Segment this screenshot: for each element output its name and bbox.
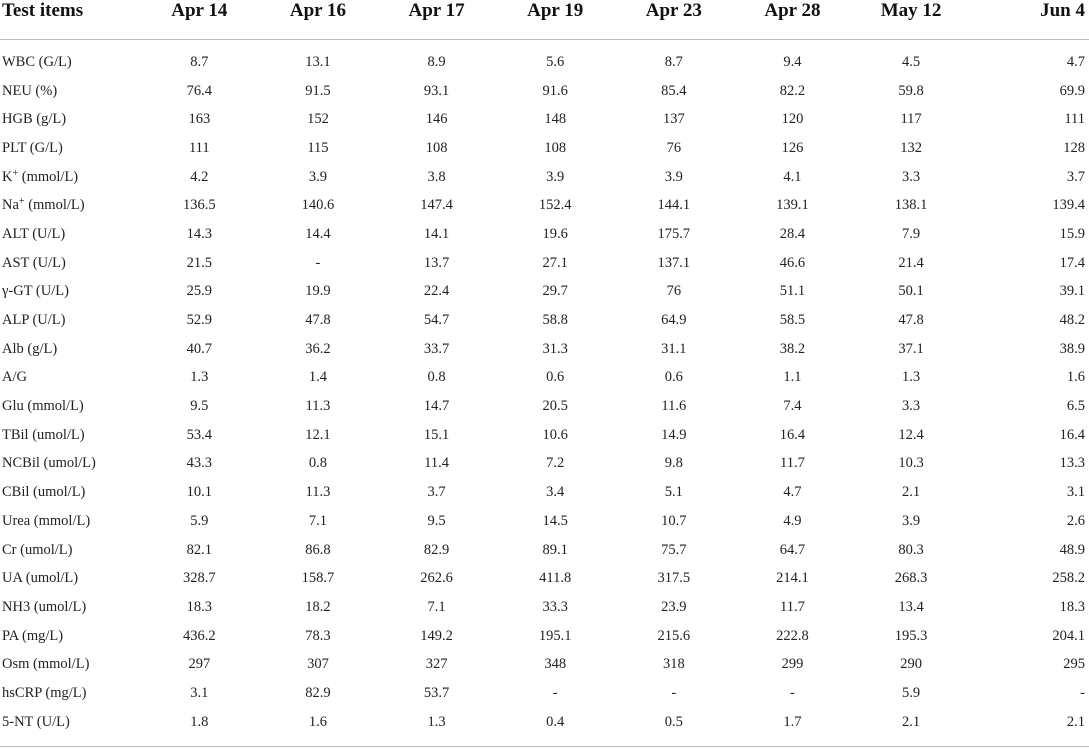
table-cell: 59.8 — [898, 82, 924, 99]
table-cell: 8.7 — [190, 53, 209, 70]
row-label — [0, 450, 140, 479]
table-cell: 31.1 — [661, 340, 687, 357]
table-cell: 14.5 — [542, 512, 568, 529]
row-label — [0, 392, 140, 421]
header-row — [0, 0, 1089, 40]
table-cell: 136.5 — [183, 197, 216, 214]
table-cell: 85.4 — [661, 82, 687, 99]
table-cell: 4.7 — [783, 484, 802, 501]
table-cell: 5.6 — [546, 53, 565, 70]
table-cell: 297 — [188, 656, 211, 673]
row-label-name: γ-GT (U/L) — [2, 283, 69, 300]
table-cell: 76 — [666, 139, 682, 156]
table-cell: 348 — [544, 656, 567, 673]
table-cell: 139.1 — [776, 197, 809, 214]
table-cell: 3.1 — [190, 684, 209, 701]
table-cell: 1.1 — [783, 369, 802, 386]
row-label — [0, 364, 140, 393]
table-cell: 15.1 — [423, 426, 450, 443]
table-cell: 38.2 — [779, 340, 806, 357]
row-label — [0, 564, 140, 593]
table-cell: 39.1 — [1059, 283, 1085, 300]
table-cell: 37.1 — [898, 340, 924, 357]
table-cell: 69.9 — [1059, 82, 1085, 99]
table-cell: 140.6 — [301, 197, 335, 214]
table-cell: 14.1 — [423, 225, 450, 242]
column-header-date: Jun 4 — [1040, 0, 1085, 21]
table-cell: 0.8 — [427, 369, 446, 386]
table-cell: 28.4 — [779, 225, 806, 242]
table-row — [0, 536, 1089, 565]
row-label — [0, 679, 140, 708]
column-header-test-items: Test items — [2, 0, 84, 21]
row-label-name: K — [2, 168, 13, 185]
table-row — [0, 364, 1089, 393]
table-cell: 158.7 — [301, 570, 335, 587]
table-cell: - — [552, 684, 558, 701]
table-cell: 91.5 — [305, 82, 331, 99]
table-cell: 2.1 — [902, 484, 921, 501]
table-cell: 3.7 — [427, 484, 446, 501]
table-cell: 64.7 — [779, 541, 806, 558]
table-cell: 436.2 — [183, 627, 216, 644]
row-label — [0, 650, 140, 679]
table-cell: 0.6 — [546, 369, 565, 386]
row-label-name: AST (U/L) — [2, 254, 66, 271]
table-cell: 14.4 — [305, 225, 331, 242]
row-label-name: ALP (U/L) — [2, 312, 66, 329]
table-cell: 47.8 — [305, 312, 331, 329]
table-cell: 43.3 — [186, 455, 212, 472]
table-cell: 6.5 — [1066, 398, 1085, 415]
table-cell: 195.3 — [894, 627, 928, 644]
table-cell: 31.3 — [542, 340, 568, 357]
table-row — [0, 450, 1089, 479]
table-cell: 78.3 — [305, 627, 331, 644]
table-cell: 13.3 — [1059, 455, 1085, 472]
table-header — [0, 0, 1089, 40]
table-cell: 12.1 — [305, 426, 331, 443]
table-cell: 146 — [425, 111, 448, 128]
table-cell: 5.9 — [902, 684, 921, 701]
table-cell: 9.4 — [783, 53, 802, 70]
table-row — [0, 335, 1089, 364]
table-cell: 17.4 — [1059, 254, 1085, 271]
table-cell: 1.7 — [783, 713, 802, 730]
table-cell: 117 — [900, 111, 922, 128]
table-cell: 8.7 — [664, 53, 683, 70]
table-cell: 3.9 — [902, 512, 921, 529]
table-cell: 19.9 — [305, 283, 331, 300]
table-cell: 214.1 — [776, 570, 809, 587]
row-label-name: UA (umol/L) — [2, 570, 79, 587]
table-cell: 22.4 — [423, 283, 450, 300]
table-cell: 50.1 — [898, 283, 924, 300]
table-cell: 120 — [781, 111, 804, 128]
table-row — [0, 134, 1089, 163]
row-label-superscript: + — [18, 196, 25, 208]
table-cell: 317.5 — [657, 570, 691, 587]
row-label-name: NCBil (umol/L) — [2, 455, 96, 472]
table-cell: 21.5 — [186, 254, 212, 271]
table-cell: 268.3 — [894, 570, 928, 587]
table-cell: 144.1 — [657, 197, 691, 214]
table-row — [0, 708, 1089, 737]
table-row — [0, 392, 1089, 421]
table-cell: 2.6 — [1066, 512, 1085, 529]
table-cell: 0.4 — [546, 713, 565, 730]
table-cell: 1.3 — [190, 369, 209, 386]
row-label-name: HGB (g/L) — [2, 111, 67, 128]
row-label-name: TBil (umol/L) — [2, 426, 85, 443]
table-cell: 58.8 — [542, 312, 568, 329]
table-cell: 86.8 — [305, 541, 331, 558]
table-cell: 3.9 — [664, 168, 683, 185]
table-cell: 1.6 — [1066, 369, 1085, 386]
table-cell: 137 — [662, 111, 685, 128]
table-cell: 0.5 — [664, 713, 683, 730]
table-cell: 4.9 — [783, 512, 802, 529]
table-cell: 163 — [188, 111, 211, 128]
table-cell: 58.5 — [779, 312, 806, 329]
table-cell: - — [315, 254, 321, 271]
table-row — [0, 622, 1089, 651]
table-cell: 9.5 — [427, 512, 446, 529]
table-row — [0, 679, 1089, 708]
table-cell: 258.2 — [1052, 570, 1085, 587]
table-cell: 1.6 — [308, 713, 327, 730]
table-cell: 13.1 — [305, 53, 331, 70]
table-cell: 11.3 — [305, 484, 331, 501]
table-cell: 91.6 — [542, 82, 568, 99]
table-cell: 10.7 — [661, 512, 687, 529]
table-cell: 64.9 — [661, 312, 687, 329]
column-header-date: Apr 14 — [171, 0, 228, 21]
column-header-date: Apr 23 — [645, 0, 702, 21]
row-label-name: Alb (g/L) — [2, 340, 58, 357]
table-cell: 8.9 — [427, 53, 446, 70]
table-cell: 132 — [900, 139, 922, 156]
table-cell: 215.6 — [657, 627, 691, 644]
table-cell: 290 — [900, 656, 922, 673]
row-label — [0, 40, 140, 77]
table-cell: 3.9 — [308, 168, 327, 185]
table-cell: 4.1 — [783, 168, 802, 185]
table-cell: 7.4 — [783, 398, 802, 415]
table-cell: 10.1 — [186, 484, 212, 501]
table-cell: 1.4 — [308, 369, 327, 386]
row-label-name: 5-NT (U/L) — [2, 713, 70, 730]
table-cell: 76 — [666, 283, 682, 300]
table-cell: 33.7 — [423, 340, 450, 357]
row-label — [0, 249, 140, 278]
table-cell: 2.1 — [1066, 713, 1085, 730]
table-cell: 295 — [1063, 656, 1085, 673]
table-cell: 1.3 — [902, 369, 921, 386]
row-label — [0, 478, 140, 507]
table-cell: 128 — [1063, 139, 1085, 156]
table-cell: 3.7 — [1066, 168, 1085, 185]
row-label — [0, 134, 140, 163]
table-cell: 138.1 — [894, 197, 928, 214]
table-cell: 3.1 — [1066, 484, 1085, 501]
table-cell: 51.1 — [779, 283, 806, 300]
table-cell: 16.4 — [779, 426, 806, 443]
table-cell: 5.1 — [664, 484, 683, 501]
table-cell: 4.7 — [1066, 53, 1085, 70]
table-cell: 126 — [781, 139, 804, 156]
table-cell: 93.1 — [423, 82, 450, 99]
table-cell: 76.4 — [186, 82, 212, 99]
table-cell: 411.8 — [539, 570, 572, 587]
table-row — [0, 507, 1089, 536]
table-cell: 14.9 — [661, 426, 687, 443]
table-cell: 1.8 — [190, 713, 209, 730]
row-label — [0, 622, 140, 651]
column-header-date: May 12 — [880, 0, 942, 21]
table-cell: 9.8 — [664, 455, 683, 472]
table-row — [0, 421, 1089, 450]
table-cell: 11.6 — [661, 398, 687, 415]
table-cell: 108 — [425, 139, 448, 156]
table-cell: 9.5 — [190, 398, 209, 415]
table-cell: 33.3 — [542, 598, 568, 615]
row-label — [0, 77, 140, 106]
table-cell: 137.1 — [657, 254, 691, 271]
table-cell: 23.9 — [661, 598, 687, 615]
table-cell: 52.9 — [186, 312, 212, 329]
table-cell: - — [671, 684, 677, 701]
table-row — [0, 306, 1089, 335]
table-cell: 147.4 — [420, 197, 453, 214]
table-cell: 149.2 — [420, 627, 453, 644]
table-cell: 29.7 — [542, 283, 568, 300]
row-label — [0, 708, 140, 737]
row-label — [0, 105, 140, 134]
row-label-name: CBil (umol/L) — [2, 484, 86, 501]
table-cell: 7.1 — [427, 598, 446, 615]
table-cell: 11.3 — [305, 398, 331, 415]
table-cell: 3.4 — [546, 484, 565, 501]
column-header-date: Apr 19 — [527, 0, 584, 21]
table-cell: - — [1080, 684, 1085, 701]
table-row — [0, 249, 1089, 278]
table-cell: 13.7 — [423, 254, 450, 271]
table-cell: 3.3 — [902, 398, 921, 415]
table-cell: 148 — [544, 111, 567, 128]
table-cell: 82.1 — [186, 541, 212, 558]
table-row — [0, 77, 1089, 106]
row-label-name: PLT (G/L) — [2, 139, 63, 156]
table-row — [0, 278, 1089, 307]
table-cell: 0.6 — [664, 369, 683, 386]
table-cell: 48.2 — [1059, 312, 1085, 329]
table-cell: 27.1 — [542, 254, 568, 271]
row-label — [0, 278, 140, 307]
table-cell: 47.8 — [898, 312, 924, 329]
row-label-name: NEU (%) — [2, 82, 58, 99]
row-label-name: WBC (G/L) — [2, 53, 72, 70]
table-cell: 21.4 — [898, 254, 924, 271]
table-cell: 19.6 — [542, 225, 568, 242]
row-label-unit: (mmol/L) — [24, 197, 85, 214]
row-label-name: Glu (mmol/L) — [2, 398, 84, 415]
table-cell: 2.1 — [902, 713, 921, 730]
table-cell: 82.9 — [423, 541, 450, 558]
table-row — [0, 163, 1089, 192]
table-cell: 14.7 — [423, 398, 450, 415]
table-cell: 16.4 — [1059, 426, 1085, 443]
row-label-name: ALT (U/L) — [2, 225, 66, 242]
table-cell: 18.3 — [1059, 598, 1085, 615]
table-cell: 11.7 — [780, 598, 805, 615]
table-cell: 7.9 — [902, 225, 921, 242]
row-label — [0, 306, 140, 335]
table-cell: 36.2 — [305, 340, 331, 357]
table-cell: 152.4 — [538, 197, 572, 214]
table-cell: 111 — [188, 139, 210, 156]
table-row — [0, 40, 1089, 77]
table-cell: 40.7 — [186, 340, 212, 357]
table-cell: 11.4 — [424, 455, 449, 472]
row-label — [0, 220, 140, 249]
bottom-rule — [0, 746, 1089, 747]
table-body — [0, 40, 1089, 737]
table-row — [0, 191, 1089, 220]
table-cell: 53.7 — [423, 684, 450, 701]
table-cell: 139.4 — [1052, 197, 1085, 214]
row-label-name: Urea (mmol/L) — [2, 512, 91, 529]
row-label-name: A/G — [2, 369, 27, 386]
table-cell: 18.3 — [186, 598, 212, 615]
table-cell: 204.1 — [1052, 627, 1085, 644]
table-cell: 7.1 — [308, 512, 327, 529]
table-row — [0, 105, 1089, 134]
table-cell: 7.2 — [546, 455, 565, 472]
table-cell: 53.4 — [186, 426, 212, 443]
table-cell: 46.6 — [779, 254, 806, 271]
table-cell: 20.5 — [542, 398, 568, 415]
table-cell: 111 — [1064, 111, 1085, 128]
table-cell: 13.4 — [898, 598, 924, 615]
table-cell: 25.9 — [186, 283, 212, 300]
table-cell: 262.6 — [420, 570, 453, 587]
row-label-unit: (mmol/L) — [18, 168, 79, 185]
column-header-date: Apr 17 — [408, 0, 465, 21]
table-cell: 328.7 — [183, 570, 216, 587]
row-label-name: Na — [2, 197, 19, 214]
table-cell: 82.2 — [779, 82, 806, 99]
column-header-date: Apr 28 — [764, 0, 821, 21]
table-cell: 82.9 — [305, 684, 331, 701]
table-cell: 4.2 — [190, 168, 209, 185]
table-cell: 108 — [544, 139, 567, 156]
table-cell: 89.1 — [542, 541, 568, 558]
table-cell: 3.3 — [902, 168, 921, 185]
row-label — [0, 536, 140, 565]
row-label — [0, 163, 140, 192]
table-cell: 307 — [307, 656, 329, 673]
row-label — [0, 507, 140, 536]
table-cell: 3.9 — [546, 168, 565, 185]
table-cell: 175.7 — [657, 225, 691, 242]
table-cell: 18.2 — [305, 598, 331, 615]
table-cell: 5.9 — [190, 512, 209, 529]
table-cell: 48.9 — [1059, 541, 1085, 558]
table-cell: 0.8 — [308, 455, 327, 472]
table-cell: 12.4 — [898, 426, 924, 443]
row-label-superscript: + — [12, 167, 19, 179]
table-cell: 222.8 — [776, 627, 809, 644]
table-cell: 195.1 — [538, 627, 572, 644]
table-cell: 11.7 — [780, 455, 805, 472]
row-label-name: NH3 (umol/L) — [2, 598, 87, 615]
table-cell: 75.7 — [661, 541, 687, 558]
table-cell: 299 — [781, 656, 804, 673]
table-row — [0, 650, 1089, 679]
row-label — [0, 593, 140, 622]
table-cell: 10.6 — [542, 426, 568, 443]
table-row — [0, 220, 1089, 249]
table-cell: 4.5 — [902, 53, 921, 70]
row-label-name: Cr (umol/L) — [2, 541, 73, 558]
table-cell: 10.3 — [898, 455, 924, 472]
table-cell: 14.3 — [186, 225, 212, 242]
table-cell: 327 — [425, 656, 448, 673]
table-cell: 3.8 — [427, 168, 446, 185]
row-label — [0, 191, 140, 220]
table-cell: - — [790, 684, 795, 701]
table-cell: 38.9 — [1059, 340, 1085, 357]
table-cell: 115 — [307, 139, 329, 156]
row-label — [0, 335, 140, 364]
table-cell: 15.9 — [1059, 225, 1085, 242]
column-header-date: Apr 16 — [289, 0, 346, 21]
table-row — [0, 564, 1089, 593]
table-cell: 152 — [307, 111, 329, 128]
table-cell: 54.7 — [423, 312, 450, 329]
table-cell: 1.3 — [427, 713, 446, 730]
row-label — [0, 421, 140, 450]
table-cell: 318 — [662, 656, 685, 673]
table-row — [0, 593, 1089, 622]
row-label-name: PA (mg/L) — [2, 627, 64, 644]
table-cell: 80.3 — [898, 541, 924, 558]
table-row — [0, 478, 1089, 507]
row-label-name: Osm (mmol/L) — [2, 656, 90, 673]
row-label-name: hsCRP (mg/L) — [2, 684, 87, 701]
